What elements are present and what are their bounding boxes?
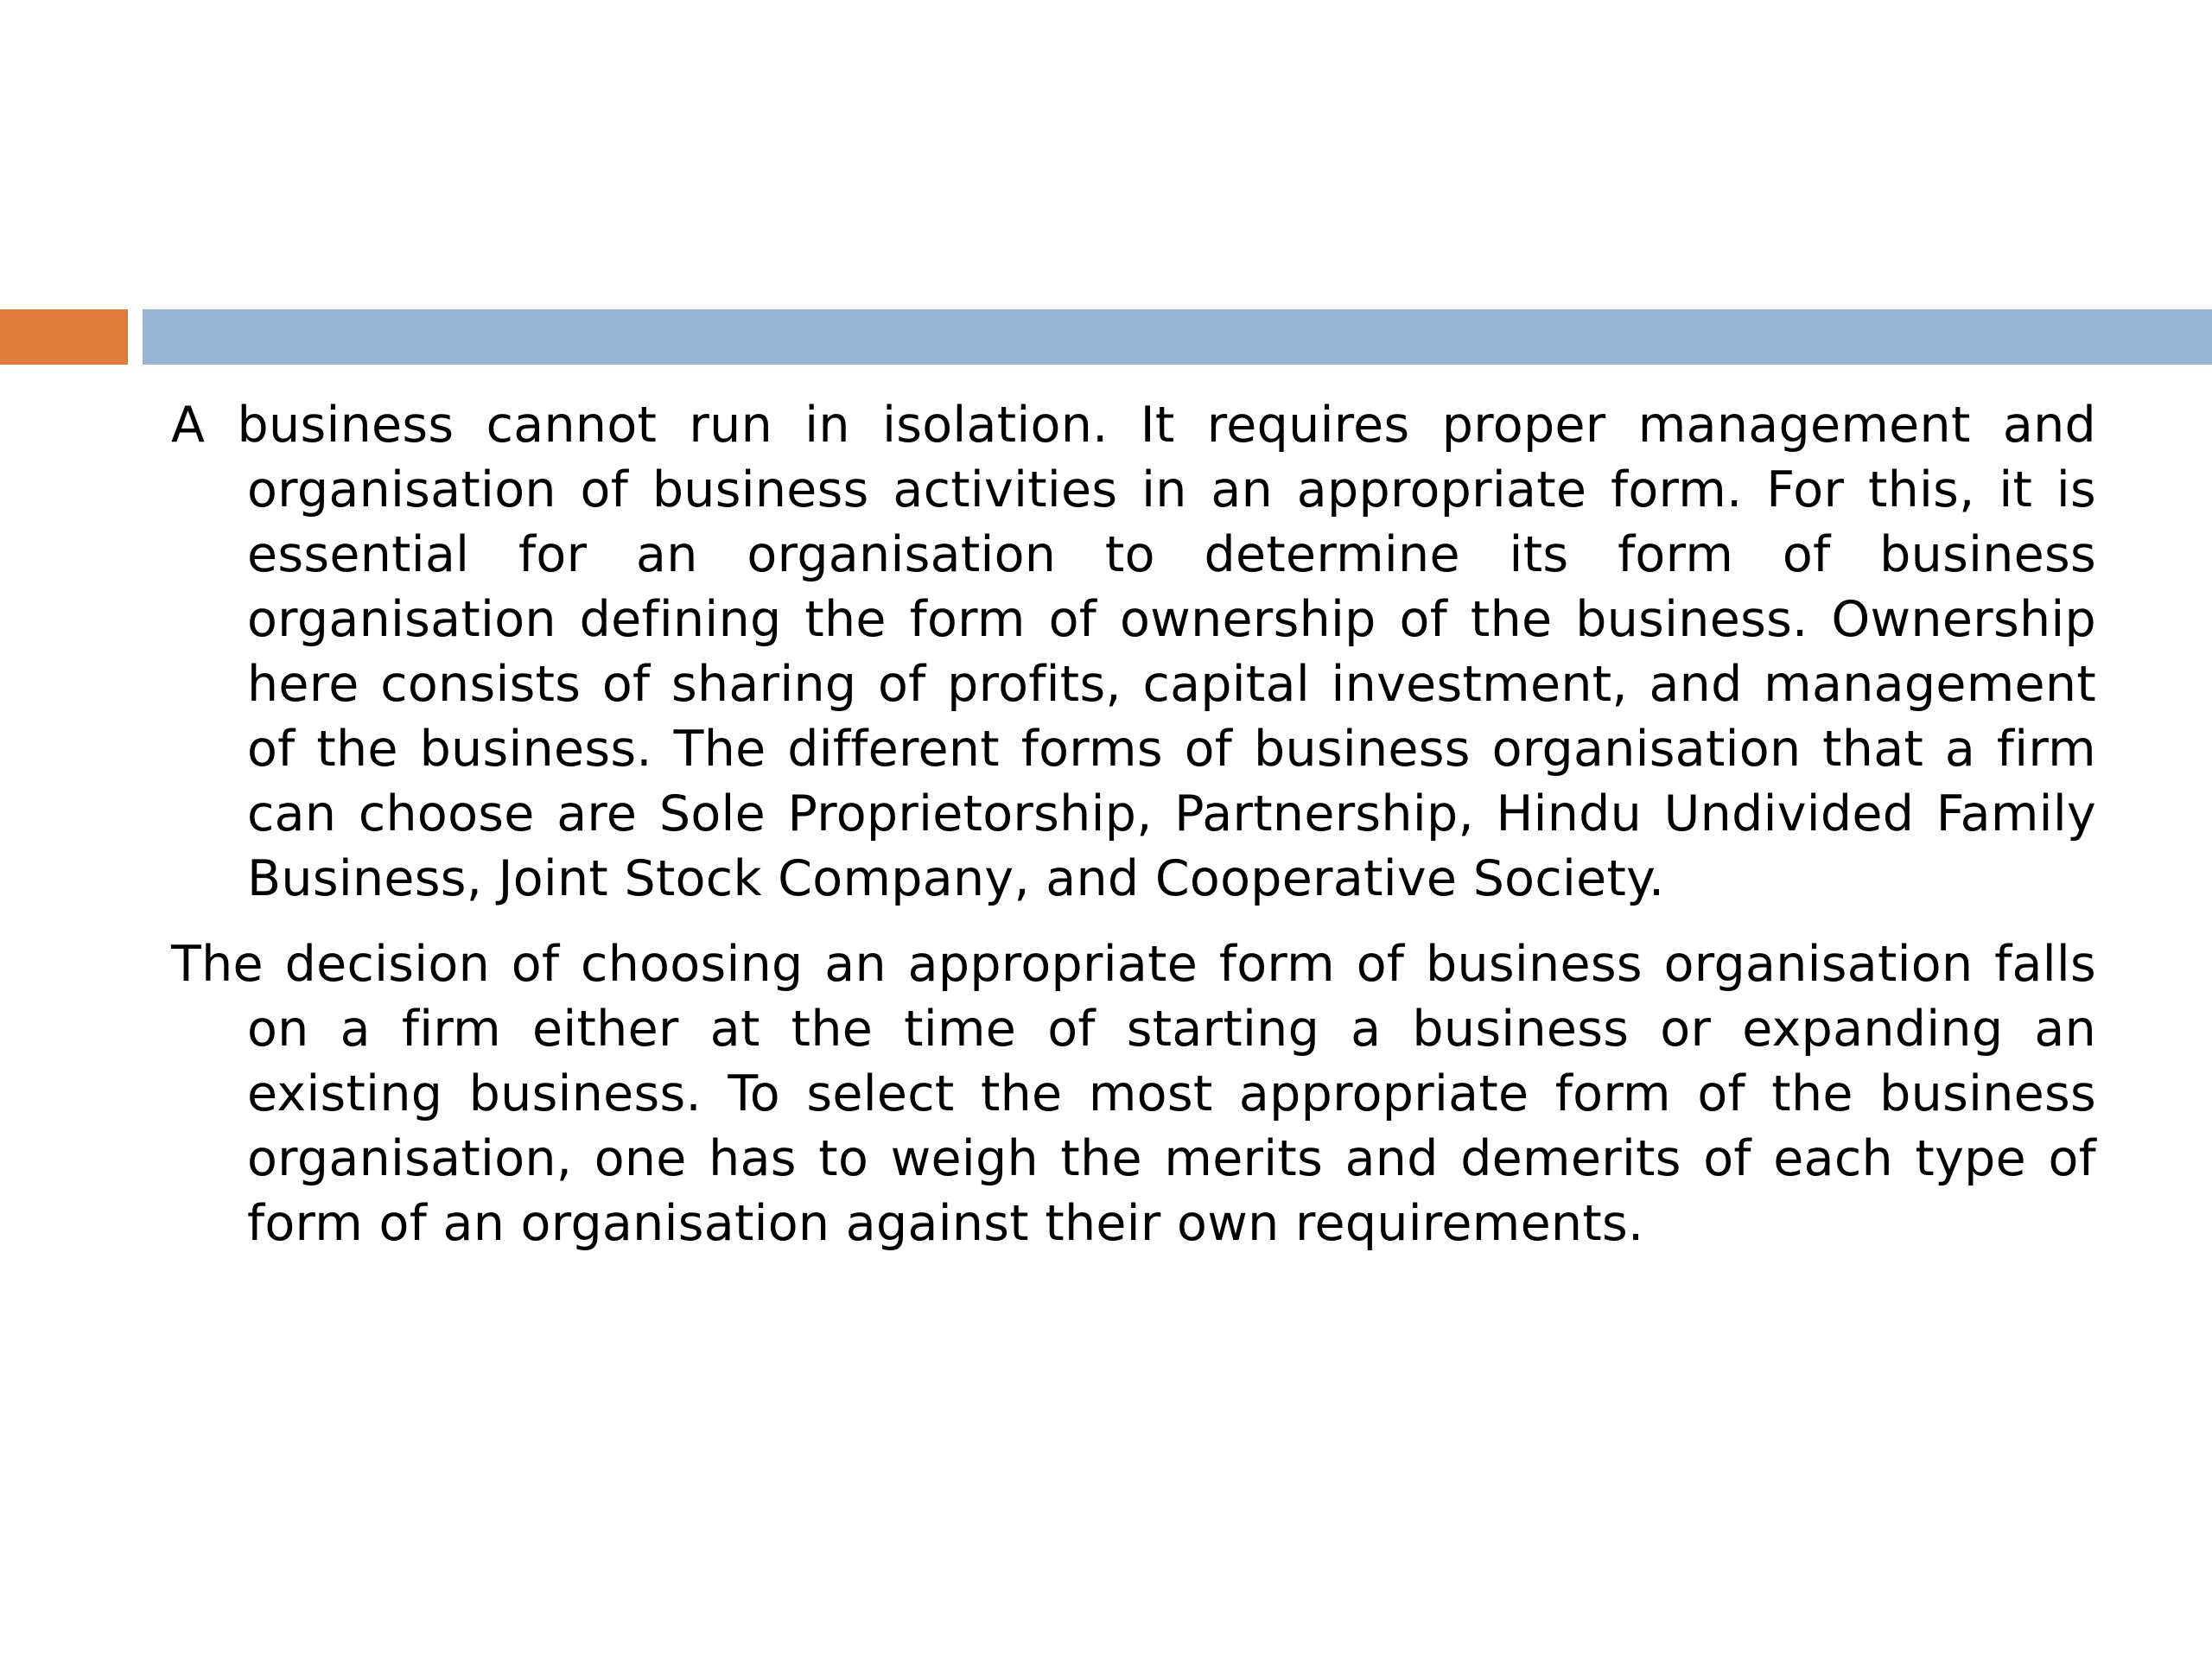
header-accent-blue: [143, 309, 2212, 365]
header-accent-orange: [0, 309, 128, 365]
slide-body: [171, 393, 2096, 1277]
paragraph-choosing-form: The decision of choosing an appropriate form of business organisation falls on a firm either at the time of starting a business or expanding an existing business. To select the most appropriate form of the business organisation, one has to weigh the merits and demerits of each type of form of an organisation against their own requirements.: [171, 936, 2096, 1252]
paragraph-business-organisation-intro: A business cannot run in isolation. It requires proper management and organisation of business activities in an appropriate form. For this, it is essential for an organisation to determine its form of business organisation defining the form of ownership of the business. Ownership here consists of sharing of profits, capital investment, and management of the business. The different forms of business organisation that a firm can choose are Sole Proprietorship, Partnership, Hindu Undivided Family Business, Joint Stock Company, and Cooperative Society.: [171, 397, 2096, 907]
